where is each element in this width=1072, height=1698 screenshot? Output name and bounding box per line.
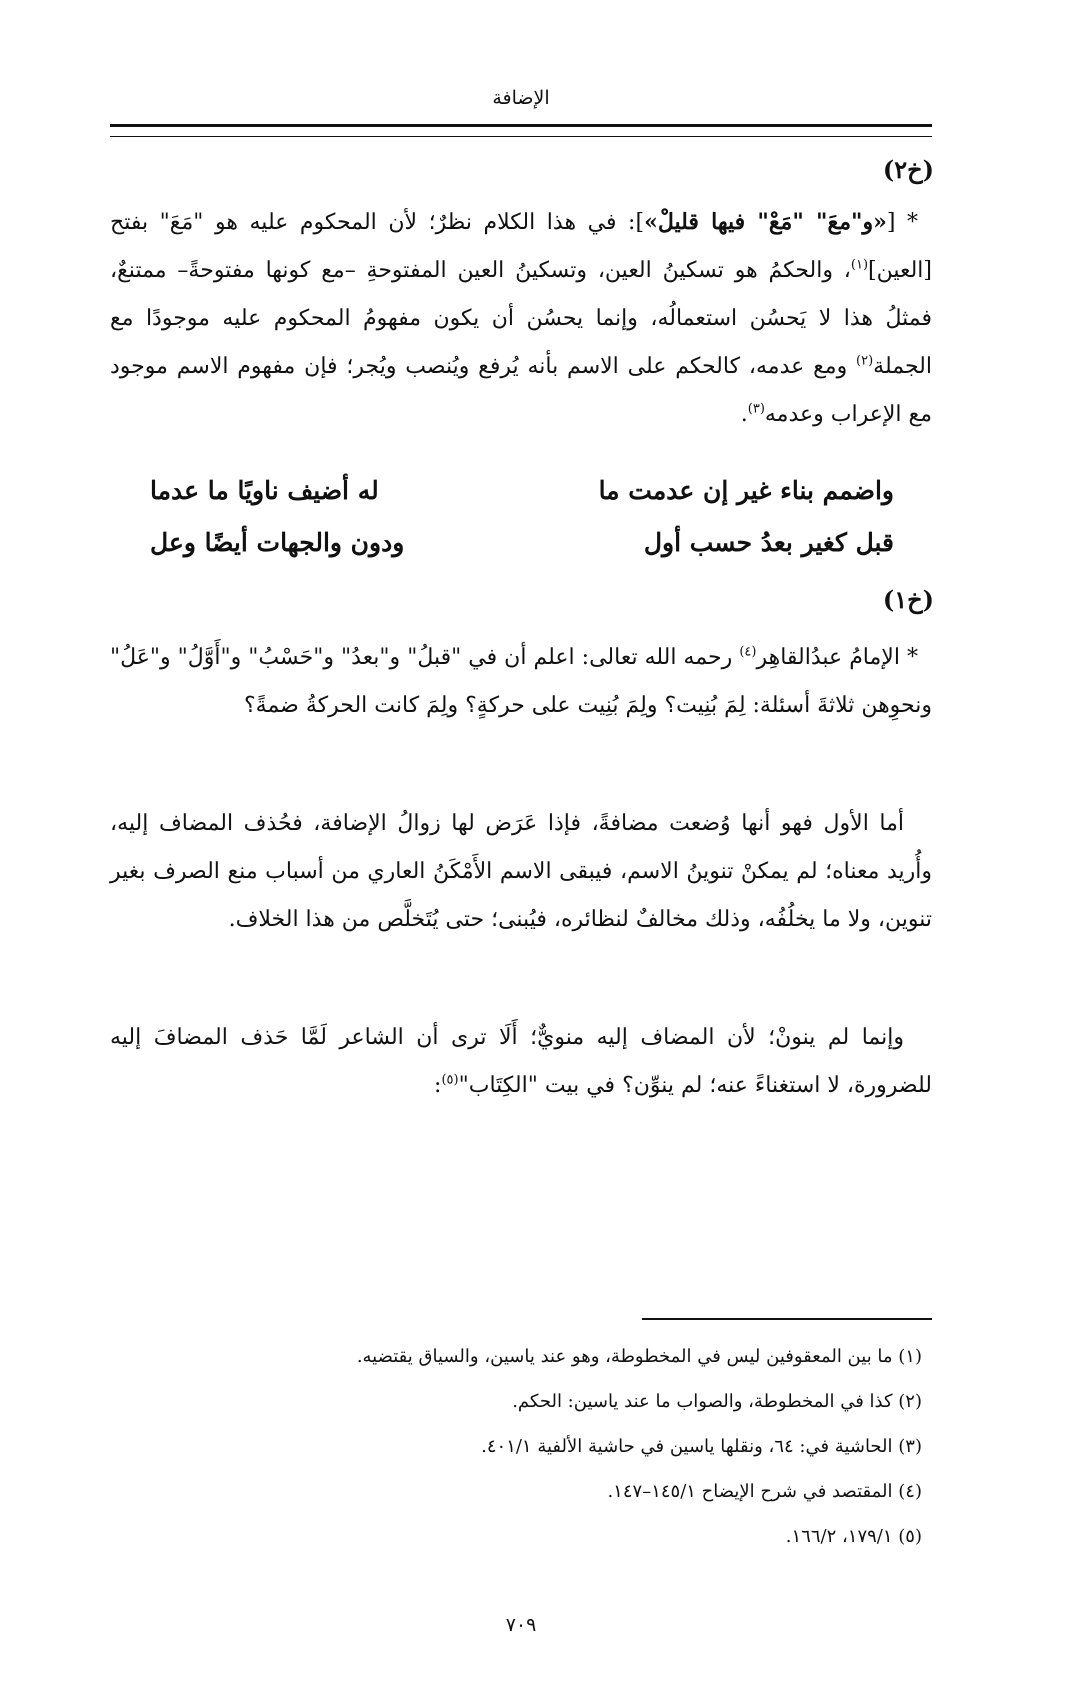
verse-1-second-hemistich: له أضيف ناويًا ما عدما [150,476,379,505]
text-run: * الإمامُ عبدُالقاهِر [756,645,918,670]
header-rule-thin [110,136,932,137]
text-run: وإنما لم ينونْ؛ لأن المضاف إليه منويٌّ؛ أَلَا ترى أن الشاعر لَمَّا حَذف المضافَ إليه للضرورة، لا استغناءً عنه؛ لم ينوِّن؟ في بيت "الكِتَاب" [110,1025,932,1098]
quoted-verse-fragment: «و"معَ" "مَعْ" فيها قليلْ» [644,209,887,235]
paragraph-tanween [110,1014,932,1110]
footnote-ref-4[interactable]: (٤) [739,644,757,660]
text-run: رحمه الله تعالى: اعلم أن في "قبلُ" و"بعدُ" و"حَسْبُ" و"أَوَّلُ" و"عَلُ" ونحوِهن ثلاثةَ أسئلة: لِمَ بُنِيت؟ ولِمَ بُنِيت على حركةٍ؟ ولِمَ كانت الحركةُ ضمةً؟ [110,645,932,718]
text-run: : [434,1073,442,1098]
footnote-5: (٥) ١٧٩/١، ١٦٦/٢. [785,1526,922,1547]
text-run: ، والحكمُ هو تسكينُ العين، وتسكينُ العين المفتوحةِ –مع كونها مفتوحةً– ممتنعٌ، فمثلُ هذا لا يَحسُن استعمالُه، وإنما يحسُن أن يكون مفهومُ المحكوم عليه موجودًا مع الجملة [110,258,932,379]
footnote-ref-2[interactable]: (٢) [856,353,874,369]
footnote-ref-1[interactable]: (١) [850,257,869,273]
footnote-3: (٣) الحاشية في: ٦٤، ونقلها ياسين في حاشية الألفية ٤٠١/١. [481,1436,922,1457]
footnote-1: (١) ما بين المعقوفين ليس في المخطوطة، وهو عند ياسين، والسياق يقتضيه. [356,1346,922,1367]
footnote-separator [642,1318,932,1320]
verse-1-first-hemistich: واضمم بناء غير إن عدمت ما [598,476,894,505]
verse-2-first-hemistich: قبل كغير بعدُ حسب أول [643,528,894,557]
text-run: . [740,402,748,427]
verse-2-second-hemistich: ودون والجهات أيضًا وعل [150,528,405,557]
footnote-ref-3[interactable]: (٣) [747,401,765,417]
page-number: ٧٠٩ [505,1614,537,1636]
footnote-4: (٤) المقتصد في شرح الإيضاح ١٤٥/١–١٤٧. [607,1481,922,1502]
footnotes [110,1334,932,1559]
manuscript-label-kh1: (خ١) [882,585,934,614]
verse-line-1 [150,466,894,516]
manuscript-label-kh2: (خ٢) [882,155,934,184]
bracket-open: * [ [886,210,918,235]
text-run: ]: في هذا الكلام نظرٌ؛ لأن المحكوم عليه هو "مَعَ" بفتح [العين] [110,210,932,283]
footnote-ref-5[interactable]: (٥) [441,1072,459,1088]
paragraph-first-answer [110,800,932,944]
text-run: ومع عدمه، كالحكم على الاسم بأنه يُرفع ويُنصب ويُجر؛ فإن مفهوم الاسم موجود مع الإعراب وعدمه [110,354,932,427]
header-rule-thick [110,124,932,127]
paragraph-ma-commentary [110,198,932,439]
paragraph-abdulqahir [110,634,932,730]
paragraph-text: أما الأول فهو أنها وُضعت مضافةً، فإذا عَرَض لها زوالُ الإضافة، فحُذف المضاف إليه، وأُريد معناه؛ لم يمكنْ تنوينُ الاسم، فيبقى الاسم الأَمْكَنُ العاري من أسباب منع الصرف بغير تنوين، ولا ما يخلُفُه، وذلك مخالفٌ لنظائره، فيُبنى؛ حتى يُتَخلَّص من هذا الخلاف. [110,811,932,932]
running-title: الإضافة [492,87,550,109]
verse-line-2 [150,518,894,568]
footnote-2: (٢) كذا في المخطوطة، والصواب ما عند ياسين: الحكم. [512,1391,922,1412]
